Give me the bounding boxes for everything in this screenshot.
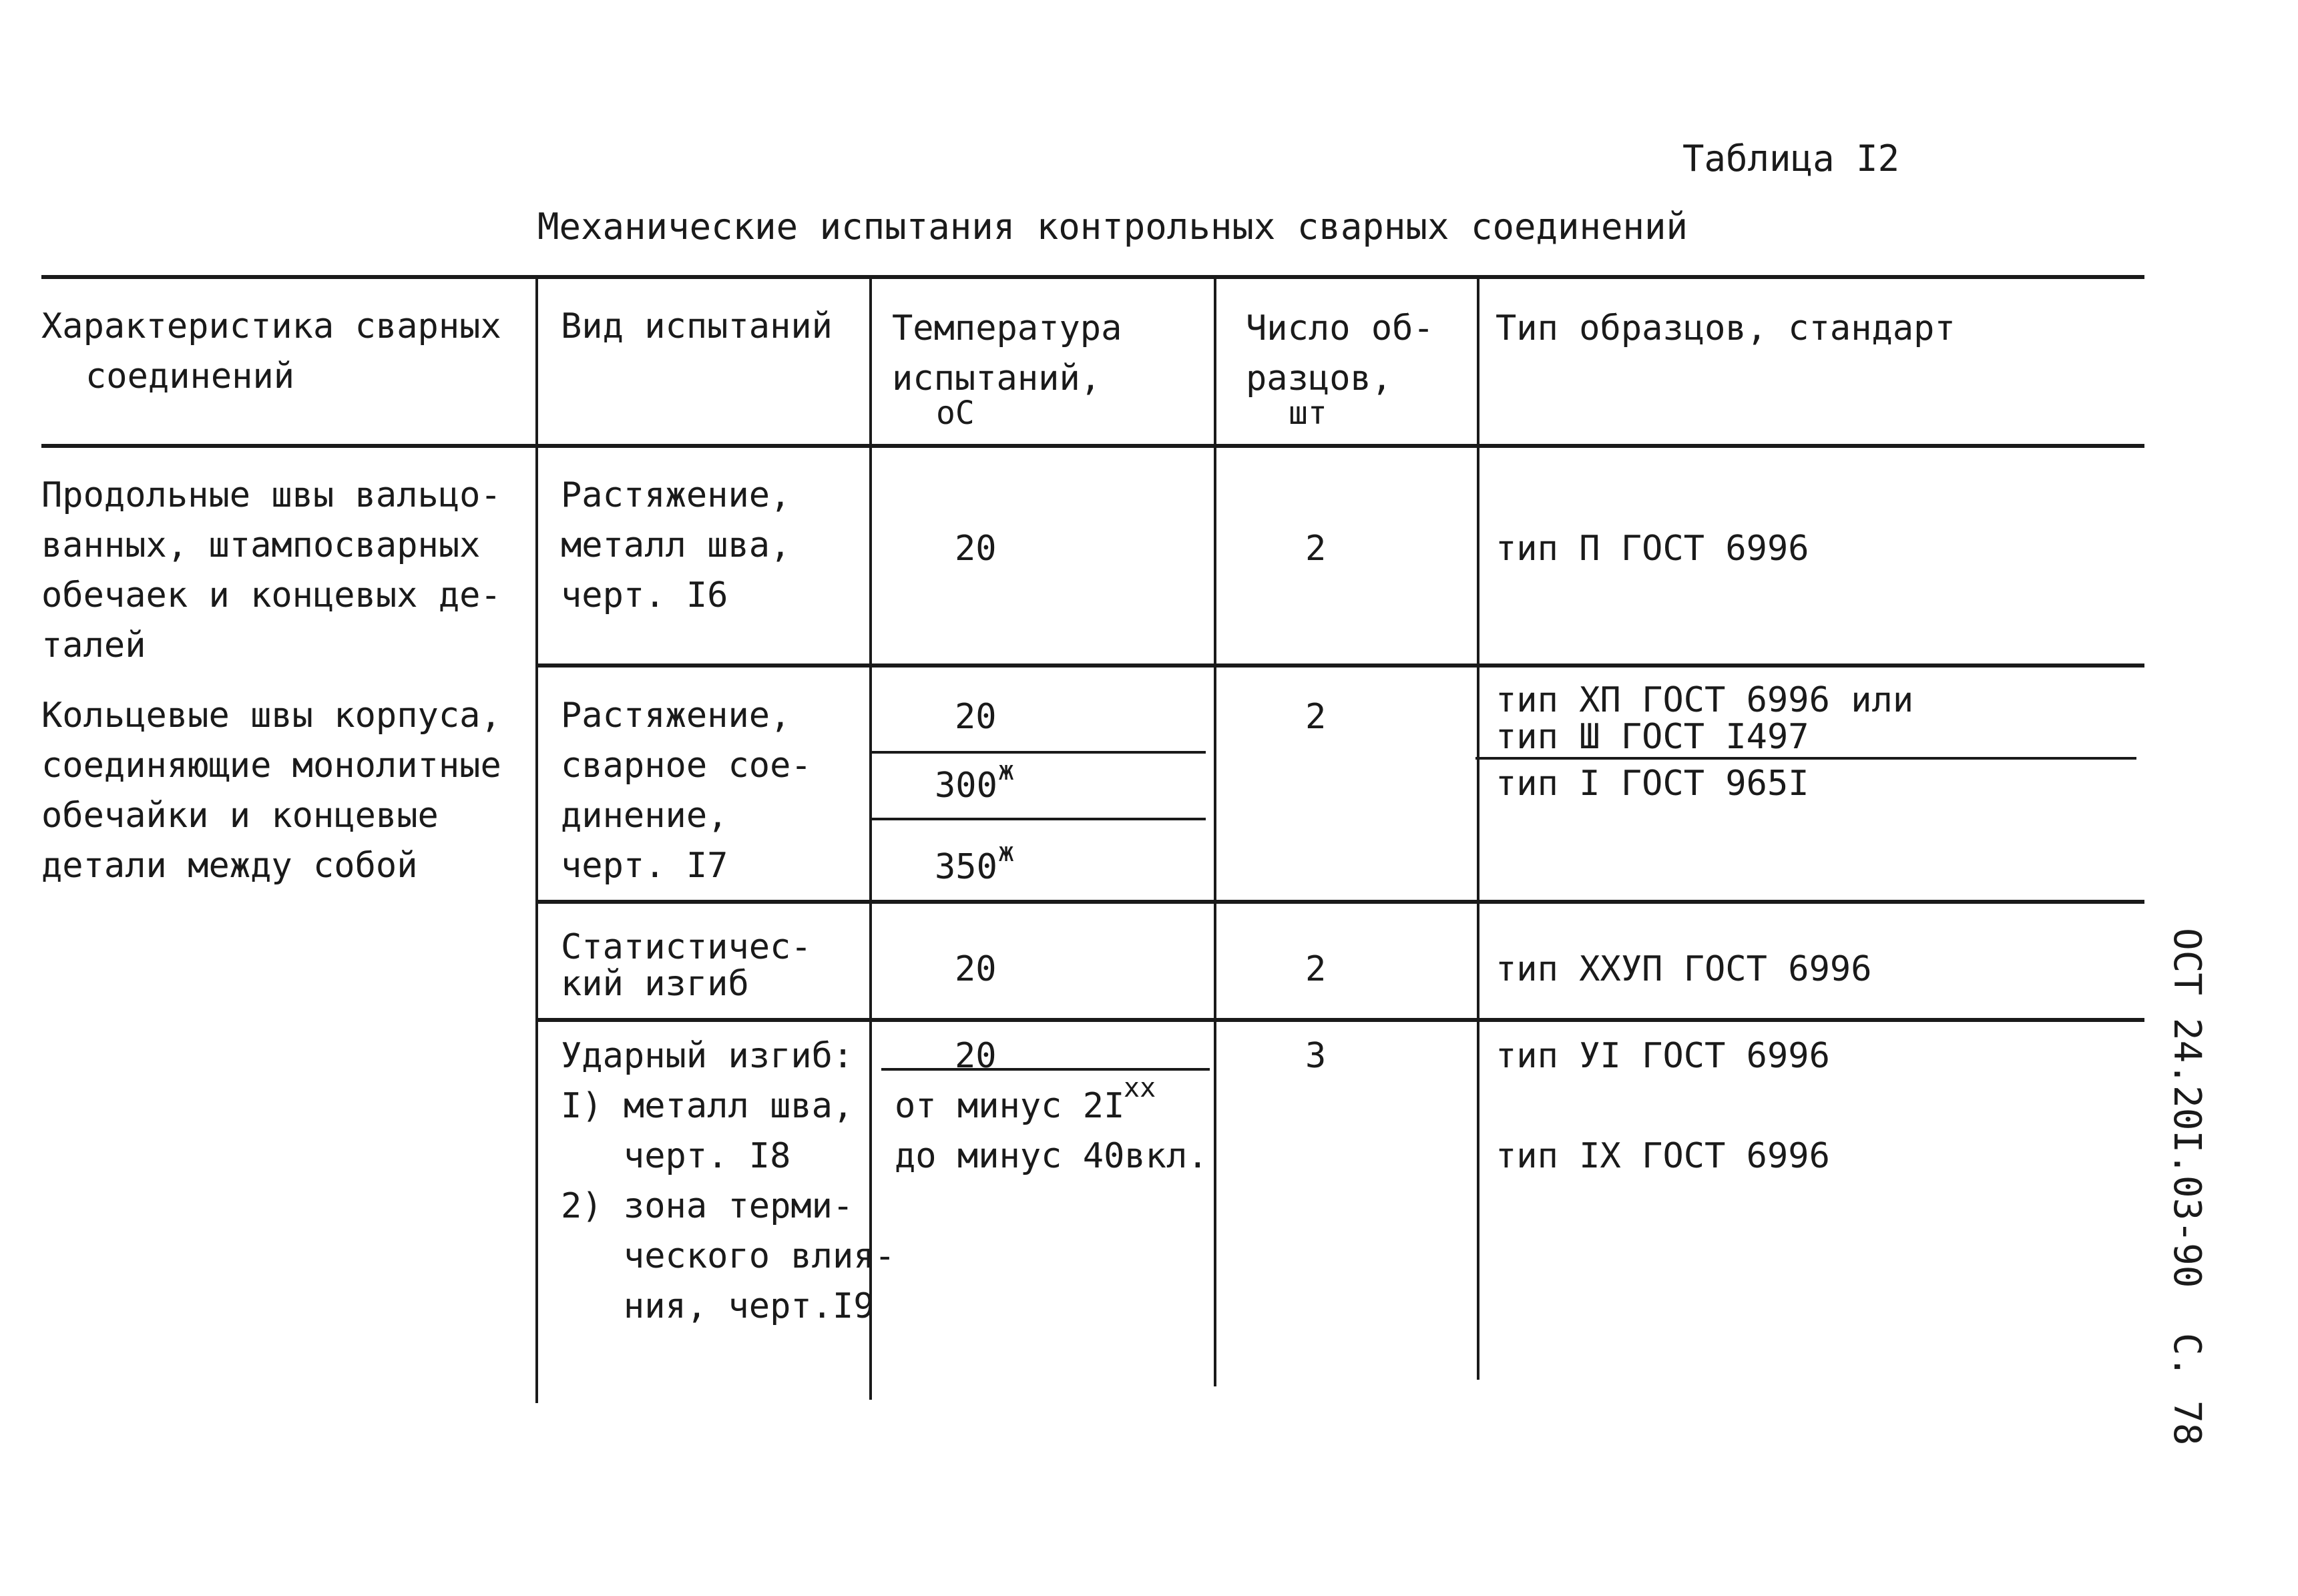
row3-bottom-rule bbox=[537, 1018, 2144, 1022]
row2-temperature: 350 bbox=[935, 847, 997, 887]
row1-temperature: 20 bbox=[955, 529, 997, 569]
group1-line: обечаек и концевых де- bbox=[41, 575, 501, 615]
header-characteristic-1: Характеристика сварных bbox=[41, 306, 501, 346]
row4-type-line: тип УI ГОСТ 6996 bbox=[1496, 1036, 1830, 1076]
table-top-rule bbox=[41, 275, 2144, 279]
document-code: ОСТ 24.20I.03-90 С. 78 bbox=[2165, 928, 2209, 1446]
row4-count: 3 bbox=[1305, 1036, 1327, 1076]
row2-type-line: тип Ш ГОСТ I497 bbox=[1496, 717, 1809, 757]
row4-test-line: Ударный изгиб: bbox=[561, 1036, 854, 1076]
row1-type: тип П ГОСТ 6996 bbox=[1496, 529, 1809, 569]
group2-line: соединяющие монолитные bbox=[41, 746, 501, 786]
row4-temperature: 20 bbox=[955, 1036, 997, 1076]
row3-test-line: Статистичес- bbox=[561, 927, 812, 967]
row2-temperature: 300 bbox=[935, 766, 997, 806]
row4-test-line: черт. I8 bbox=[561, 1136, 791, 1176]
header-count-2: разцов, bbox=[1246, 358, 1393, 398]
group2-line: обечайки и концевые bbox=[41, 796, 439, 836]
row1-count: 2 bbox=[1305, 529, 1327, 569]
header-test-type: Вид испытаний bbox=[561, 306, 833, 346]
row4-temperature: до минус 40вкл. bbox=[895, 1136, 1208, 1176]
row3-count: 2 bbox=[1305, 949, 1327, 989]
row4-test-line: I) металл шва, bbox=[561, 1086, 854, 1126]
row2-test-line: сварное сое- bbox=[561, 746, 812, 786]
row2-type-line: тип XП ГОСТ 6996 или bbox=[1496, 680, 1914, 720]
row3-type: тип XXУП ГОСТ 6996 bbox=[1496, 949, 1872, 989]
row2-temperature: 20 bbox=[955, 697, 997, 737]
header-temperature-unit: оС bbox=[936, 394, 975, 432]
row3-temperature: 20 bbox=[955, 949, 997, 989]
row2-count: 2 bbox=[1305, 697, 1327, 737]
header-specimen-type: Тип образцов, стандарт bbox=[1496, 308, 1956, 348]
row4-temperature: от минус 2I bbox=[895, 1086, 1125, 1126]
row1-test-line: металл шва, bbox=[561, 525, 791, 565]
header-count-1: Число об- bbox=[1246, 308, 1434, 348]
row2-test-line: черт. I7 bbox=[561, 846, 728, 886]
row4-temp-footnote-mark: xx bbox=[1124, 1073, 1156, 1103]
row3-test-line: кий изгиб bbox=[561, 964, 749, 1004]
impact-temp-divider bbox=[881, 1068, 1210, 1071]
row4-test-line: ния, черт.I9 bbox=[561, 1286, 875, 1326]
row4-type-line: тип IX ГОСТ 6996 bbox=[1496, 1136, 1830, 1176]
temp-divider-2 bbox=[872, 818, 1206, 820]
header-count-unit: шт bbox=[1289, 394, 1327, 432]
group1-line: ванных, штампосварных bbox=[41, 525, 481, 565]
row2-temp-footnote-mark: ж bbox=[998, 756, 1015, 786]
row1-test-line: черт. I6 bbox=[561, 575, 728, 615]
row2-test-line: Растяжение, bbox=[561, 696, 791, 736]
row2-temp-footnote-mark: ж bbox=[998, 837, 1015, 868]
temp-divider-1 bbox=[872, 751, 1206, 754]
col-divider-3 bbox=[1214, 275, 1216, 1386]
row4-test-line: 2) зона терми- bbox=[561, 1186, 854, 1226]
row2-test-line: динение, bbox=[561, 796, 728, 836]
group1-line: Продольные швы вальцо- bbox=[41, 475, 501, 515]
row2-type-line: тип I ГОСТ 965I bbox=[1496, 764, 1809, 804]
header-bottom-rule bbox=[41, 444, 2144, 448]
row1-test-line: Растяжение, bbox=[561, 475, 791, 515]
col-divider-1 bbox=[535, 275, 538, 1403]
col-divider-4 bbox=[1477, 275, 1479, 1380]
table-title: Механические испытания контрольных сварных соединений bbox=[537, 206, 1688, 248]
row2-bottom-rule bbox=[537, 900, 2144, 904]
row4-test-line: ческого влия- bbox=[561, 1236, 895, 1276]
group2-line: детали между собой bbox=[41, 846, 418, 886]
group1-line: талей bbox=[41, 625, 146, 666]
row1-bottom-rule bbox=[537, 663, 2144, 668]
header-temperature-2: испытаний, bbox=[892, 358, 1102, 398]
header-temperature-1: Температура bbox=[892, 308, 1122, 348]
table-number: Таблица I2 bbox=[1682, 138, 1900, 180]
group2-line: Кольцевые швы корпуса, bbox=[41, 696, 501, 736]
header-characteristic-2: соединений bbox=[85, 356, 295, 396]
